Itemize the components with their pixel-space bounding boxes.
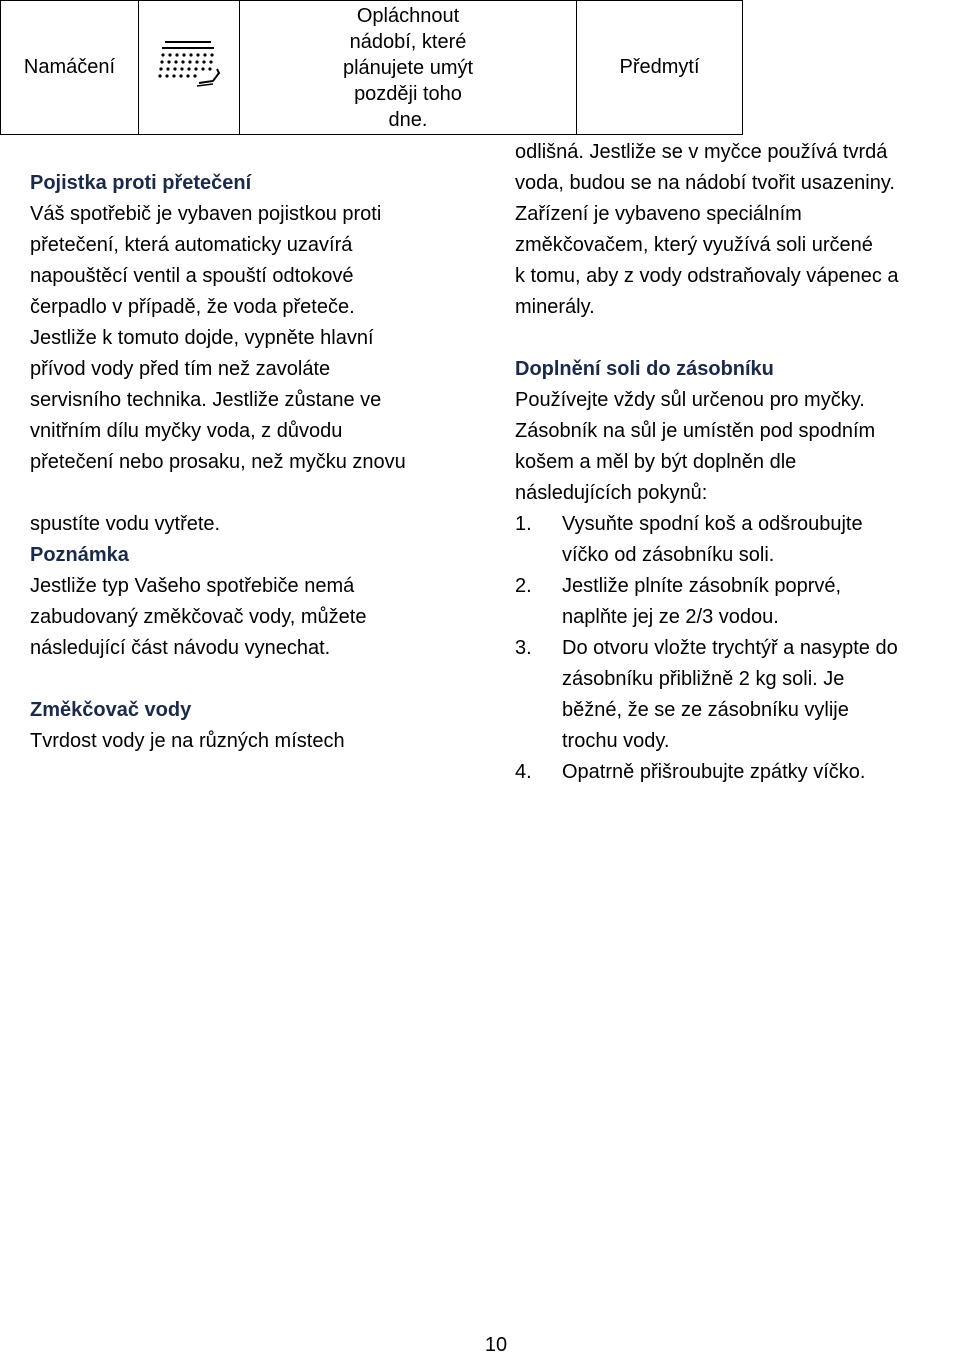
program-name-cell <box>1 1 139 135</box>
overflow-text-line: Jestliže k tomuto dojde, vypněte hlavní <box>30 327 374 349</box>
step-text-line: běžné, že se ze zásobníku vylije <box>562 699 849 721</box>
prewash-label: Předmytí <box>619 56 700 78</box>
spray-arm-icon <box>153 39 225 91</box>
note-text-line: Jestliže typ Vašeho spotřebiče nemá <box>30 575 355 597</box>
step-number: 1. <box>515 513 532 535</box>
salt-text-line: Používejte vždy sůl určenou pro myčky. <box>515 389 865 411</box>
softener-cont-line: změkčovačem, který využívá soli určené <box>515 234 873 256</box>
spacer <box>515 323 960 354</box>
prewash-cell <box>577 1 743 135</box>
overflow-text-line: přetečení nebo prosaku, než myčku znovu <box>30 451 406 473</box>
empty-cell <box>743 1 960 135</box>
spacer <box>30 664 475 695</box>
softener-text-line: Tvrdost vody je na různých místech <box>30 730 345 752</box>
salt-text-line: Zásobník na sůl je umístěn pod spodním <box>515 420 876 442</box>
rinse-line: dne. <box>388 108 428 131</box>
list-item <box>515 571 960 633</box>
overflow-text-line: napouštěcí ventil a spouští odtokové <box>30 265 354 287</box>
note-heading: Poznámka <box>30 544 129 566</box>
softener-cont-line: minerály. <box>515 296 595 318</box>
rinse-line: Opláchnout <box>356 4 460 27</box>
program-icon-cell <box>139 1 240 135</box>
page-number: 10 <box>484 1334 508 1356</box>
step-text-line: Jestliže plníte zásobník poprvé, <box>562 575 842 597</box>
right-column <box>515 137 960 788</box>
left-column <box>30 168 475 757</box>
step-number: 4. <box>515 761 532 783</box>
spacer <box>30 478 475 509</box>
step-text-line: víčko od zásobníku soli. <box>562 544 775 566</box>
softener-cont-line: Zařízení je vybaveno speciálním <box>515 203 802 225</box>
overflow-text-line: Váš spotřebič je vybaven pojistkou proti <box>30 203 382 225</box>
overflow-text-line: přetečení, která automaticky uzavírá <box>30 234 353 256</box>
program-row <box>1 1 960 135</box>
step-text-line: Do otvoru vložte trychtýř a nasypte do <box>562 637 898 659</box>
rinse-description-cell <box>240 1 577 135</box>
step-number: 2. <box>515 575 532 597</box>
program-name: Namáčení <box>23 56 116 78</box>
list-item <box>515 757 960 788</box>
step-text-line: Vysuňte spodní koš a odšroubujte <box>562 513 863 535</box>
step-text-line: Opatrně přišroubujte zpátky víčko. <box>562 761 866 783</box>
list-item <box>515 509 960 571</box>
salt-heading: Doplnění soli do zásobníku <box>515 358 774 380</box>
salt-steps-list <box>515 509 960 788</box>
softener-cont-line: k tomu, aby z vody odstraňovaly vápenec a <box>515 265 899 287</box>
salt-text-line: následujících pokynů: <box>515 482 708 504</box>
step-text-line: naplňte jej ze 2/3 vodou. <box>562 606 779 628</box>
overflow-text-line: servisního technika. Jestliže zůstane ve <box>30 389 382 411</box>
overflow-text-line: spustíte vodu vytřete. <box>30 513 221 535</box>
step-number: 3. <box>515 637 532 659</box>
rinse-line: později toho <box>354 82 462 105</box>
step-text-line: zásobníku přibližně 2 kg soli. Je <box>562 668 845 690</box>
step-text-line: trochu vody. <box>562 730 670 752</box>
overflow-text-line: vnitřním dílu myčky voda, z důvodu <box>30 420 343 442</box>
rinse-line: plánujete umýt <box>342 56 474 79</box>
softener-cont-line: odlišná. Jestliže se v myčce používá tvrdá <box>515 141 888 163</box>
note-text-line: následující část návodu vynechat. <box>30 637 331 659</box>
rinse-line: nádobí, které <box>349 30 467 53</box>
softener-cont-line: voda, budou se na nádobí tvořit usazeniny. <box>515 172 895 194</box>
overflow-text-line: čerpadlo v případě, že voda přeteče. <box>30 296 355 318</box>
overflow-heading: Pojistka proti přetečení <box>30 172 252 194</box>
softener-heading: Změkčovač vody <box>30 699 192 721</box>
program-table <box>0 0 960 135</box>
salt-text-line: košem a měl by být doplněn dle <box>515 451 797 473</box>
list-item <box>515 633 960 757</box>
overflow-text-line: přívod vody před tím než zavoláte <box>30 358 331 380</box>
note-text-line: zabudovaný změkčovač vody, můžete <box>30 606 367 628</box>
